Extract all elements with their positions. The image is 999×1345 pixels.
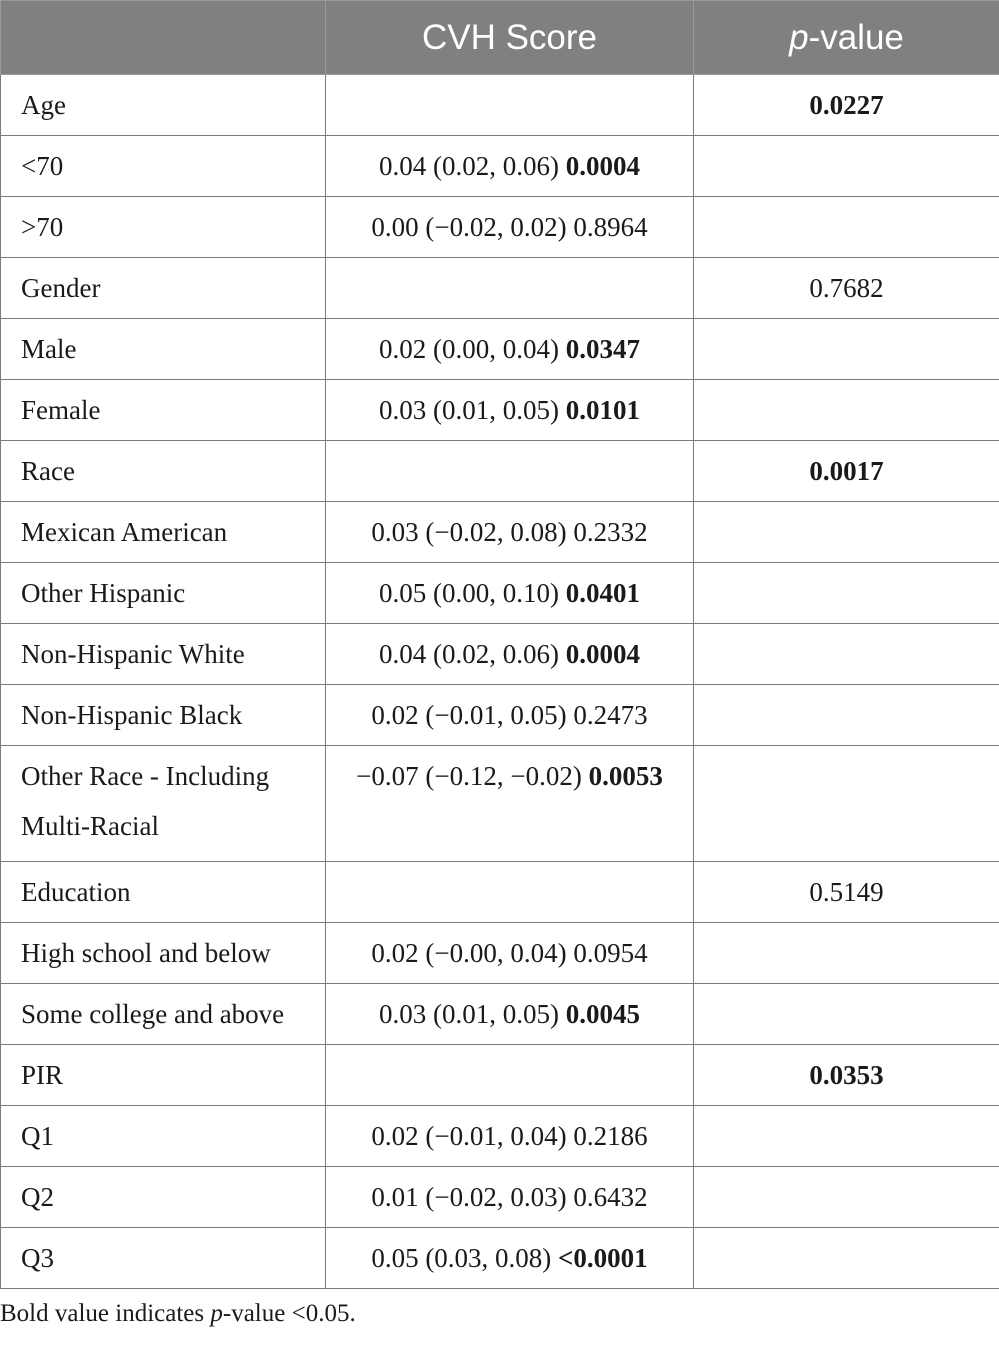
estimate-p: 0.0401 bbox=[565, 578, 640, 608]
estimate-ci: 0.02 (0.00, 0.04) bbox=[379, 334, 566, 364]
row-label: Q1 bbox=[1, 1106, 326, 1167]
table-row bbox=[1, 380, 999, 441]
estimate-p: <0.0001 bbox=[558, 1243, 648, 1273]
table-row bbox=[1, 502, 999, 563]
table-row bbox=[1, 685, 999, 746]
cvh-score-cell bbox=[326, 746, 694, 862]
row-label: PIR bbox=[1, 1045, 326, 1106]
cvh-score-cell bbox=[326, 75, 694, 136]
table-row bbox=[1, 923, 999, 984]
p-value-cell bbox=[694, 563, 999, 624]
estimate-p: 0.0053 bbox=[588, 761, 663, 791]
cvh-score-cell bbox=[326, 624, 694, 685]
estimate-p: 0.0004 bbox=[565, 639, 640, 669]
p-value-text: 0.0353 bbox=[809, 1060, 884, 1090]
cvh-score-cell bbox=[326, 923, 694, 984]
row-label: >70 bbox=[1, 197, 326, 258]
p-value-cell bbox=[694, 624, 999, 685]
estimate-ci: 0.04 (0.02, 0.06) bbox=[379, 639, 566, 669]
row-label: Male bbox=[1, 319, 326, 380]
estimate-ci: 0.02 (−0.01, 0.04) bbox=[371, 1121, 574, 1151]
estimate-p: 0.2473 bbox=[573, 700, 648, 730]
estimate-p: 0.2332 bbox=[573, 517, 648, 547]
estimate-ci: 0.04 (0.02, 0.06) bbox=[379, 151, 566, 181]
estimate-ci: 0.02 (−0.00, 0.04) bbox=[371, 938, 574, 968]
p-value-cell bbox=[694, 862, 999, 923]
p-value-cell bbox=[694, 1045, 999, 1106]
p-value-text: 0.0227 bbox=[809, 90, 884, 120]
table-row bbox=[1, 258, 999, 319]
estimate-p: 0.8964 bbox=[573, 212, 648, 242]
p-value-cell bbox=[694, 75, 999, 136]
row-label: High school and below bbox=[1, 923, 326, 984]
row-label: Age bbox=[1, 75, 326, 136]
cvh-score-cell bbox=[326, 502, 694, 563]
row-label: Education bbox=[1, 862, 326, 923]
p-value-text: 0.0017 bbox=[809, 456, 884, 486]
p-value-cell bbox=[694, 136, 999, 197]
table-row bbox=[1, 75, 999, 136]
estimate-p: 0.0045 bbox=[565, 999, 640, 1029]
p-value-cell bbox=[694, 258, 999, 319]
estimate-ci: 0.05 (0.03, 0.08) bbox=[371, 1243, 559, 1273]
cvh-score-cell bbox=[326, 1167, 694, 1228]
cvh-score-cell bbox=[326, 563, 694, 624]
cvh-score-cell bbox=[326, 136, 694, 197]
p-value-cell bbox=[694, 685, 999, 746]
row-label: Some college and above bbox=[1, 984, 326, 1045]
p-value-text: 0.7682 bbox=[809, 273, 884, 303]
header-p-rest: -value bbox=[808, 17, 904, 57]
table-footnote bbox=[0, 1300, 356, 1328]
estimate-p: 0.0004 bbox=[565, 151, 640, 181]
footnote-text: Bold value indicates bbox=[0, 1300, 211, 1327]
cvh-score-cell bbox=[326, 380, 694, 441]
table-row bbox=[1, 624, 999, 685]
row-label: Mexican American bbox=[1, 502, 326, 563]
table-row bbox=[1, 984, 999, 1045]
cvh-score-cell bbox=[326, 862, 694, 923]
table-row bbox=[1, 197, 999, 258]
table-row bbox=[1, 319, 999, 380]
cvh-score-cell bbox=[326, 197, 694, 258]
table-row bbox=[1, 441, 999, 502]
header-p-italic: p bbox=[789, 17, 809, 57]
p-value-cell bbox=[694, 197, 999, 258]
row-label: Non-Hispanic Black bbox=[1, 685, 326, 746]
estimate-ci: 0.01 (−0.02, 0.03) bbox=[371, 1182, 574, 1212]
p-value-cell bbox=[694, 380, 999, 441]
header-cvh-score: CVH Score bbox=[326, 1, 694, 75]
p-value-cell bbox=[694, 502, 999, 563]
footnote-text-end: -value <0.05. bbox=[222, 1300, 356, 1327]
table-row bbox=[1, 563, 999, 624]
cvh-score-cell bbox=[326, 1045, 694, 1106]
row-label: Q2 bbox=[1, 1167, 326, 1228]
table-row bbox=[1, 1045, 999, 1106]
p-value-cell bbox=[694, 746, 999, 862]
cvh-score-cell bbox=[326, 441, 694, 502]
row-label: Race bbox=[1, 441, 326, 502]
table-row bbox=[1, 1167, 999, 1228]
cvh-score-cell bbox=[326, 984, 694, 1045]
cvh-score-cell bbox=[326, 1106, 694, 1167]
table-row bbox=[1, 746, 999, 862]
header-empty-cell bbox=[1, 1, 326, 75]
p-value-text: 0.5149 bbox=[809, 877, 884, 907]
p-value-cell bbox=[694, 441, 999, 502]
cvh-score-cell bbox=[326, 319, 694, 380]
header-row bbox=[1, 1, 999, 75]
row-label: Gender bbox=[1, 258, 326, 319]
row-label: Other Race - Including Multi-Racial bbox=[1, 746, 326, 862]
row-label: Q3 bbox=[1, 1228, 326, 1289]
p-value-cell bbox=[694, 1106, 999, 1167]
p-value-cell bbox=[694, 1228, 999, 1289]
table-row bbox=[1, 1106, 999, 1167]
row-label: Female bbox=[1, 380, 326, 441]
p-value-cell bbox=[694, 984, 999, 1045]
table-row bbox=[1, 136, 999, 197]
estimate-ci: 0.03 (−0.02, 0.08) bbox=[371, 517, 574, 547]
row-label: <70 bbox=[1, 136, 326, 197]
header-p-value bbox=[694, 1, 999, 75]
estimate-p: 0.6432 bbox=[573, 1182, 648, 1212]
row-label: Non-Hispanic White bbox=[1, 624, 326, 685]
row-label: Other Hispanic bbox=[1, 563, 326, 624]
estimate-ci: −0.07 (−0.12, −0.02) bbox=[356, 761, 589, 791]
estimate-ci: 0.02 (−0.01, 0.05) bbox=[371, 700, 574, 730]
estimate-p: 0.0101 bbox=[565, 395, 640, 425]
estimate-ci: 0.03 (0.01, 0.05) bbox=[379, 395, 566, 425]
p-value-cell bbox=[694, 319, 999, 380]
p-value-cell bbox=[694, 1167, 999, 1228]
estimate-p: 0.0347 bbox=[565, 334, 640, 364]
cvh-score-cell bbox=[326, 258, 694, 319]
estimate-p: 0.0954 bbox=[573, 938, 648, 968]
estimate-ci: 0.03 (0.01, 0.05) bbox=[379, 999, 566, 1029]
footnote-italic-p: p bbox=[210, 1300, 223, 1327]
estimate-p: 0.2186 bbox=[573, 1121, 648, 1151]
cvh-score-cell bbox=[326, 685, 694, 746]
p-value-cell bbox=[694, 923, 999, 984]
estimate-ci: 0.05 (0.00, 0.10) bbox=[379, 578, 566, 608]
table-row bbox=[1, 862, 999, 923]
cvh-score-cell bbox=[326, 1228, 694, 1289]
estimate-ci: 0.00 (−0.02, 0.02) bbox=[371, 212, 574, 242]
table-row bbox=[1, 1228, 999, 1289]
